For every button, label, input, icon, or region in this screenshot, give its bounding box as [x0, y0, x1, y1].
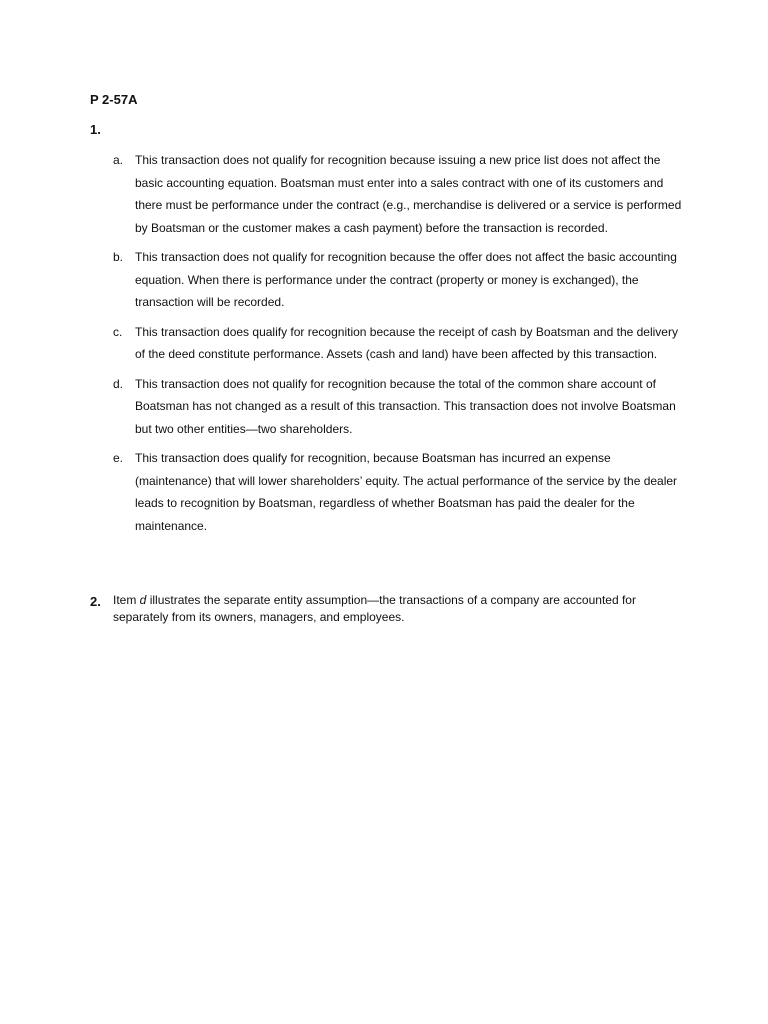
answer-item-a: [113, 149, 683, 239]
answer-item-e: [113, 447, 683, 537]
answer-item-marker: b.: [113, 250, 124, 264]
answer-item-text: This transaction does qualify for recognition, because Boatsman has incurred an expense (maintenance) that will lower shareholders’ equity. The actual performance of the service by the dealer leads to recognition by Boatsman, regardless of whether Boatsman has paid the dealer for the maintenance.: [135, 451, 678, 533]
question-2-answer: [113, 592, 683, 626]
answer-item-text: This transaction does not qualify for recognition because the total of the common share account of Boatsman has not changed as a result of this transaction. This transaction does not involve Boatsman but two other entities—two shareholders.: [135, 376, 676, 436]
question-2-number: 2.: [90, 594, 101, 609]
answer-item-marker: a.: [113, 153, 124, 167]
answer-item-text: This transaction does not qualify for recognition because the offer does not affect the basic accounting equation. When there is performance under the contract (property or money is exchanged), the transaction will be recorded.: [135, 250, 677, 309]
question-1-answer-list: [113, 149, 683, 544]
answer-item-d: [113, 373, 683, 441]
problem-title: P 2-57A: [90, 92, 138, 107]
answer-item-c: [113, 321, 683, 366]
answer-item-marker: d.: [113, 376, 124, 391]
question-2-text-before: Item: [113, 593, 140, 607]
question-2-italic-letter: d: [139, 593, 147, 607]
question-1-number: 1.: [90, 122, 101, 137]
answer-item-text: This transaction does not qualify for recognition because issuing a new price list does not affect the basic accounting equation. Boatsman must enter into a sales contract with one of its customers and there must be performance under the contract (e.g., merchandise is delivered or a service is performed by Boatsman or the customer makes a cash payment) before the transaction is recorded.: [135, 153, 682, 235]
question-2-text-after: illustrates the separate entity assumption—the transactions of a company are accounted for separately from its owners, managers, and employees.: [113, 593, 636, 624]
answer-item-text: This transaction does qualify for recognition because the receipt of cash by Boatsman and the delivery of the deed constitute performance. Assets (cash and land) have been affected by this transaction.: [135, 324, 678, 361]
answer-item-marker: c.: [113, 324, 123, 339]
answer-item-b: [113, 246, 683, 314]
answer-item-marker: e.: [113, 451, 124, 465]
